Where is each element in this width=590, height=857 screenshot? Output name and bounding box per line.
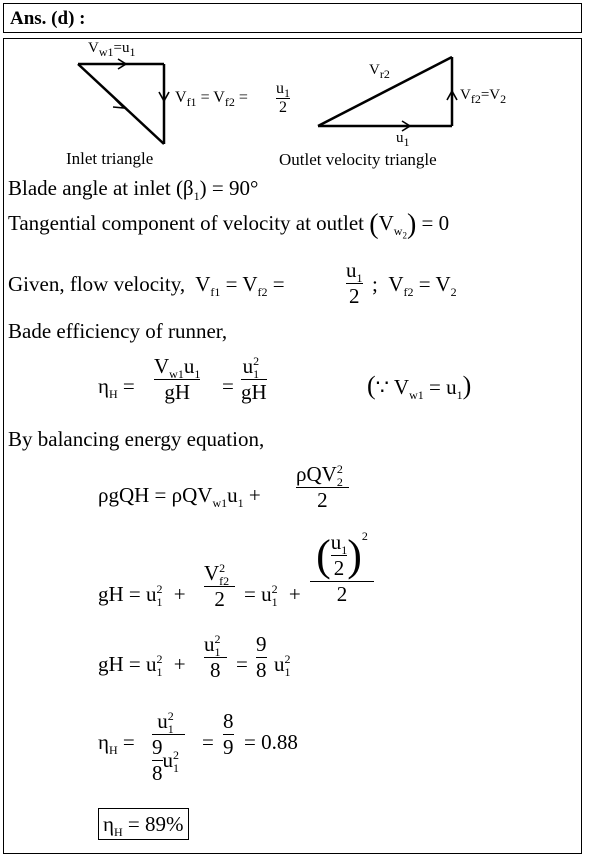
gh-eq2-frac1: $u_1^2$ 8 (204, 632, 227, 683)
outlet-vr2-label: $V_{r2}$ (369, 62, 390, 81)
answer-label: Ans. (d) : (10, 8, 86, 29)
given-fraction: $u_1$ 2 (346, 258, 363, 308)
tangential-line: Tangential component of velocity at outlet $(V_{w_2}) = 0$ (8, 209, 450, 241)
gh-eq1-frac2: ( $u_1$ 2 ) $^2$ 2 (310, 530, 374, 607)
eta-def-frac1: $V_{w1}u_1$ gH (154, 354, 201, 404)
outlet-u1-label: $u_1$ (396, 130, 410, 149)
energy-eq: $\rho gQH = \rho QV_{w1}u_1$ + (98, 483, 261, 511)
gh-eq1-b: = $u_1^2$ + (244, 582, 301, 610)
given-line-end: ; $V_{f2} = V_2$ (372, 272, 457, 300)
efficiency-line: Bade efficiency of runner, (8, 319, 228, 343)
inlet-vw1-label: $V_{w1}=u_1$ (88, 40, 136, 59)
eta-result-lhs: $\eta_H$ = (98, 730, 135, 758)
inlet-vf-label: $V_{f1} = V_{f2}$ = (175, 89, 248, 110)
eta-result-frac2: 8 9 (223, 709, 234, 759)
gh-eq1-a: gH = $u_1^2$ + (98, 582, 186, 610)
eta-def-lhs: $\eta_H$ = (98, 374, 135, 402)
eta-result-frac1: $u_1^2$ 9 8 $u_1^2$ (152, 709, 185, 786)
gh-eq2-eq: = (236, 652, 248, 676)
energy-eq-frac: ρQV$_2^2$ 2 (296, 462, 349, 513)
eta-def-because: (∵ $V_{w1} = u_1$) (367, 371, 472, 403)
eta-result-eq1: = (202, 730, 214, 754)
outlet-vf2-label: $V_{f2}=V_2$ (460, 87, 507, 106)
final-answer-box: $\eta_H = 89\%$ (98, 808, 189, 840)
outlet-caption: Outlet velocity triangle (279, 150, 437, 169)
inlet-caption: Inlet triangle (66, 149, 154, 168)
eta-def-eq: = (222, 374, 234, 398)
blade-angle-line: Blade angle at inlet $(\beta_1) = 90^\circ$ (8, 176, 259, 204)
gh-eq1-frac1: $V_{f2}^2$ 2 (204, 561, 235, 612)
inlet-triangle (78, 59, 169, 144)
gh-eq2-b: $u_1^2$ (274, 652, 291, 680)
gh-eq2-frac2: 9 8 (256, 632, 267, 682)
gh-eq2-a: gH = $u_1^2$ + (98, 652, 186, 680)
balancing-line: By balancing energy equation, (8, 427, 265, 451)
eta-def-frac2: $u_1^2$ gH (241, 354, 267, 404)
inlet-vf-fraction: $u_1$ 2 (276, 80, 290, 116)
eta-result-value: = 0.88 (244, 730, 298, 754)
given-line: Given, flow velocity, $V_{f1} = V_{f2}$ = (8, 272, 285, 300)
